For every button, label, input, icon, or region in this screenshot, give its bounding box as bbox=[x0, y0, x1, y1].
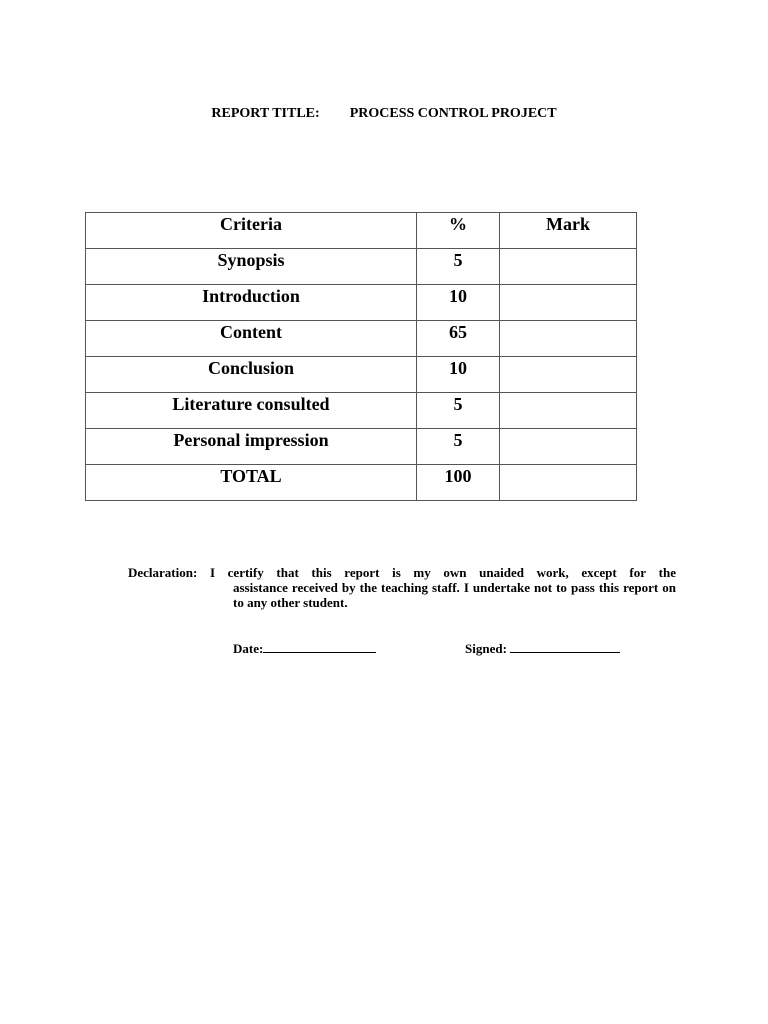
declaration-label: Declaration: bbox=[128, 565, 198, 580]
declaration-word: own bbox=[443, 565, 467, 580]
criteria-cell: Content bbox=[86, 321, 417, 357]
percent-cell: 10 bbox=[417, 285, 500, 321]
declaration-word: that bbox=[276, 565, 299, 580]
date-line[interactable] bbox=[263, 640, 376, 653]
marking-table bbox=[85, 212, 637, 501]
declaration-word: unaided bbox=[479, 565, 524, 580]
table-row bbox=[86, 357, 637, 393]
signature-line[interactable] bbox=[510, 640, 620, 653]
declaration-word: certify bbox=[227, 565, 264, 580]
declaration-block bbox=[128, 565, 676, 610]
declaration-word: I bbox=[209, 565, 216, 580]
percent-cell: 100 bbox=[417, 465, 500, 501]
table-row bbox=[86, 429, 637, 465]
declaration-word: this bbox=[311, 565, 332, 580]
date-label: Date: bbox=[233, 641, 264, 656]
declaration-first-line bbox=[128, 565, 676, 580]
declaration-word: report bbox=[344, 565, 380, 580]
declaration-word: except bbox=[581, 565, 617, 580]
signed-label: Signed: bbox=[465, 641, 507, 656]
percent-cell: 10 bbox=[417, 357, 500, 393]
mark-cell[interactable] bbox=[500, 429, 637, 465]
mark-cell[interactable] bbox=[500, 357, 637, 393]
declaration-word: is bbox=[392, 565, 401, 580]
mark-cell[interactable] bbox=[500, 285, 637, 321]
report-title-value: PROCESS CONTROL PROJECT bbox=[349, 106, 557, 121]
table-row bbox=[86, 285, 637, 321]
mark-cell[interactable] bbox=[500, 465, 637, 501]
report-title-row bbox=[0, 106, 768, 122]
header-mark: Mark bbox=[500, 213, 637, 249]
date-field[interactable] bbox=[233, 640, 376, 657]
criteria-cell: Personal impression bbox=[86, 429, 417, 465]
criteria-cell: TOTAL bbox=[86, 465, 417, 501]
table-header-row bbox=[86, 213, 637, 249]
declaration-word: the bbox=[658, 565, 676, 580]
declaration-word: work, bbox=[536, 565, 569, 580]
criteria-cell: Conclusion bbox=[86, 357, 417, 393]
header-percent: % bbox=[417, 213, 500, 249]
percent-cell: 5 bbox=[417, 393, 500, 429]
table-row bbox=[86, 321, 637, 357]
criteria-cell: Synopsis bbox=[86, 249, 417, 285]
table-row bbox=[86, 393, 637, 429]
header-criteria: Criteria bbox=[86, 213, 417, 249]
signed-field[interactable] bbox=[465, 640, 620, 657]
mark-cell[interactable] bbox=[500, 393, 637, 429]
percent-cell: 5 bbox=[417, 249, 500, 285]
percent-cell: 65 bbox=[417, 321, 500, 357]
declaration-word: my bbox=[413, 565, 431, 580]
declaration-word: for bbox=[629, 565, 646, 580]
criteria-cell: Introduction bbox=[86, 285, 417, 321]
percent-cell: 5 bbox=[417, 429, 500, 465]
table-row bbox=[86, 249, 637, 285]
report-title-label: REPORT TITLE: bbox=[211, 106, 320, 121]
criteria-cell: Literature consulted bbox=[86, 393, 417, 429]
table-total-row bbox=[86, 465, 637, 501]
mark-cell[interactable] bbox=[500, 321, 637, 357]
declaration-text: assistance received by the teaching staff. I undertake not to pass this report on to any other student. bbox=[233, 580, 676, 610]
mark-cell[interactable] bbox=[500, 249, 637, 285]
